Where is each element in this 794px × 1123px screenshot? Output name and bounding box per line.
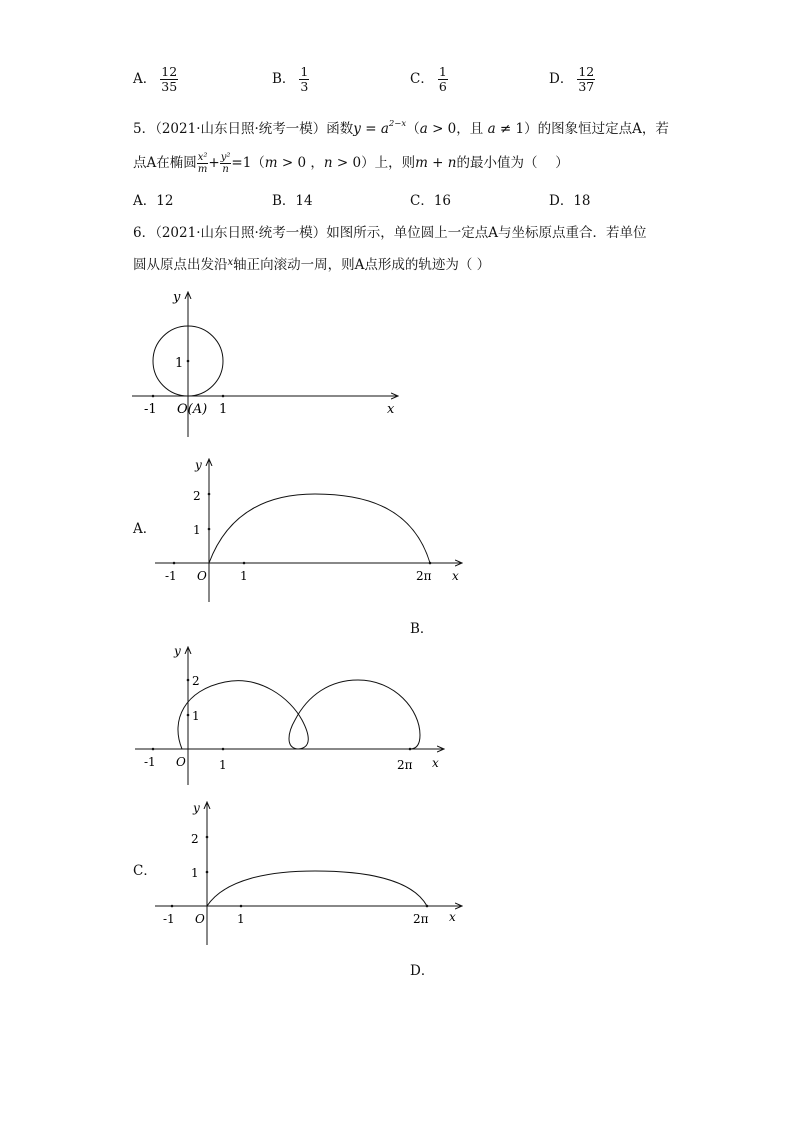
main-one-x-label: 1 (219, 402, 228, 417)
main-point-one-x (222, 395, 225, 398)
c-point-2pi (426, 905, 429, 908)
q5-ellipse-x-num: x² (197, 152, 208, 163)
q4-option-c-fraction (438, 65, 448, 94)
q5-option-c: C．16 (410, 193, 452, 209)
c-curve (207, 871, 427, 906)
c-point-neg1 (171, 905, 174, 908)
q6-line2-b: 轴正向滚动一周，则A点形成的轨迹为（ ） (233, 257, 491, 273)
q6-line-1: 6．（2021·山东日照·统考一模）如图所示，单位圆上一定点A与坐标原点重合．若单位 (133, 225, 647, 241)
a-x-label: x (452, 569, 459, 583)
c-origin-label: O (195, 912, 205, 926)
q5-cond-close: ）的图象恒过定点A，若 (524, 121, 669, 137)
q4-option-b-label: B． (272, 71, 296, 87)
a-origin-label: O (197, 569, 207, 583)
q6-option-a-label: A． (133, 521, 157, 537)
c-point-1 (240, 905, 243, 908)
q4-option-d-denominator: 37 (578, 79, 595, 94)
b-neg1-label: -1 (144, 755, 156, 769)
q5-option-a: A．12 (133, 193, 174, 209)
q5-sum-n: n (447, 155, 457, 171)
q4-option-c (410, 65, 448, 94)
q5-line2-prefix: 点A在椭圆 (133, 155, 197, 171)
b-one-x-label: 1 (219, 758, 227, 772)
q4-option-c-label: C． (410, 71, 434, 87)
b-origin-label: O (176, 755, 186, 769)
b-two-label: 2 (192, 674, 200, 688)
q6-option-b-graph (130, 640, 450, 790)
c-2pi-label: 2π (413, 912, 429, 926)
q6-option-a-graph (150, 452, 470, 607)
main-point-neg-one-x (152, 395, 155, 398)
q4-option-c-denominator: 6 (438, 79, 447, 94)
b-one-label: 1 (192, 709, 200, 723)
a-y-label: y (195, 458, 202, 472)
b-y-label: y (174, 644, 181, 658)
q5-sum-m: m (415, 155, 428, 171)
q6-option-c-graph (150, 795, 470, 950)
main-y-label: y (173, 290, 181, 305)
q6-option-c-label: C． (133, 863, 157, 879)
a-point-y2 (208, 493, 211, 496)
q5-prefix: 5．（2021·山东日照·统考一模）函数 (133, 121, 354, 137)
q5-ellipse-y-den: n (222, 164, 229, 175)
q5-ellipse-x-term (197, 152, 209, 175)
q6-main-figure (120, 285, 410, 445)
q4-option-b-numerator: 1 (300, 64, 309, 79)
q5-line-2 (133, 152, 569, 175)
b-point-1 (222, 748, 225, 751)
q5-func-exponent: 2−x (388, 119, 407, 129)
q5-func-y: y (353, 121, 361, 137)
main-point-one-y (187, 360, 190, 363)
main-neg-one-label: -1 (144, 402, 157, 417)
q4-option-a (133, 65, 178, 94)
a-2pi-label: 2π (416, 569, 432, 583)
a-one-label: 1 (193, 523, 201, 537)
main-one-label: 1 (175, 356, 184, 371)
q6-line-2 (133, 253, 490, 275)
q6-line2-a: 圆从原点出发沿 (133, 257, 228, 273)
c-x-label: x (449, 910, 456, 924)
q5-ellipse-eq: =1（ (231, 155, 265, 171)
b-curve (178, 680, 420, 749)
b-point-neg1 (152, 748, 155, 751)
q5-option-b: B．14 (272, 193, 313, 209)
q5-cond-a1: a (419, 121, 428, 137)
q4-option-b-fraction (299, 65, 309, 94)
q4-option-d-fraction (577, 65, 595, 94)
c-point-y1 (206, 871, 209, 874)
main-origin-label: O(A) (177, 402, 208, 417)
b-point-2pi (409, 748, 412, 751)
q6-option-b-label: B． (410, 621, 434, 637)
b-2pi-label: 2π (397, 758, 413, 772)
a-point-neg1 (173, 562, 176, 565)
q4-option-d (549, 65, 595, 94)
q6-line2-x: x (227, 257, 234, 268)
b-point-y2 (187, 679, 190, 682)
c-point-y2 (206, 836, 209, 839)
q4-option-b-denominator: 3 (300, 79, 309, 94)
q5-m-var: m (264, 155, 278, 171)
a-point-y1 (208, 528, 211, 531)
q5-ellipse-y-num: y² (220, 152, 231, 163)
q5-ellipse-y-term (220, 152, 232, 175)
q4-option-d-numerator: 12 (578, 64, 595, 79)
q5-cond-a2: a (487, 121, 496, 137)
q4-option-a-fraction (160, 65, 178, 94)
main-x-label: x (387, 402, 395, 417)
q5-line-1 (133, 114, 669, 139)
q5-func-base: a (380, 121, 389, 137)
q5-option-d: D．18 (549, 193, 591, 209)
c-two-label: 2 (191, 832, 199, 846)
c-y-label: y (193, 801, 200, 815)
c-one-x-label: 1 (237, 912, 245, 926)
b-point-y1 (187, 714, 190, 717)
c-one-label: 1 (191, 866, 199, 880)
q5-cond-gt: > 0，且 (427, 121, 488, 137)
q5-ellipse-x-den: m (197, 164, 208, 175)
a-one-x-label: 1 (240, 569, 248, 583)
a-two-label: 2 (193, 489, 201, 503)
q5-ellipse-plus: + (208, 155, 220, 171)
q6-option-d-label: D． (410, 963, 435, 979)
q4-option-c-numerator: 1 (438, 64, 447, 79)
q5-cond-ne: ≠ 1 (495, 121, 525, 137)
q4-option-a-label: A． (133, 71, 157, 87)
q5-cond-open: （ (406, 121, 420, 137)
q5-line2-suffix: 的最小值为（ ） (456, 155, 569, 171)
a-point-1 (243, 562, 246, 565)
a-point-2pi (429, 562, 432, 565)
q5-n-cond: > 0）上，则 (332, 155, 416, 171)
c-neg1-label: -1 (163, 912, 175, 926)
q4-option-a-numerator: 12 (161, 64, 178, 79)
a-curve (209, 494, 430, 563)
q4-option-a-denominator: 35 (161, 79, 178, 94)
a-neg1-label: -1 (165, 569, 177, 583)
q5-sum-plus: + (427, 155, 448, 171)
q5-n-var: n (323, 155, 333, 171)
q4-option-b (272, 65, 309, 94)
q5-func-eq: = (360, 121, 381, 137)
q4-option-d-label: D． (549, 71, 574, 87)
b-x-label: x (432, 756, 439, 770)
q5-m-cond: > 0 ， (277, 155, 324, 171)
